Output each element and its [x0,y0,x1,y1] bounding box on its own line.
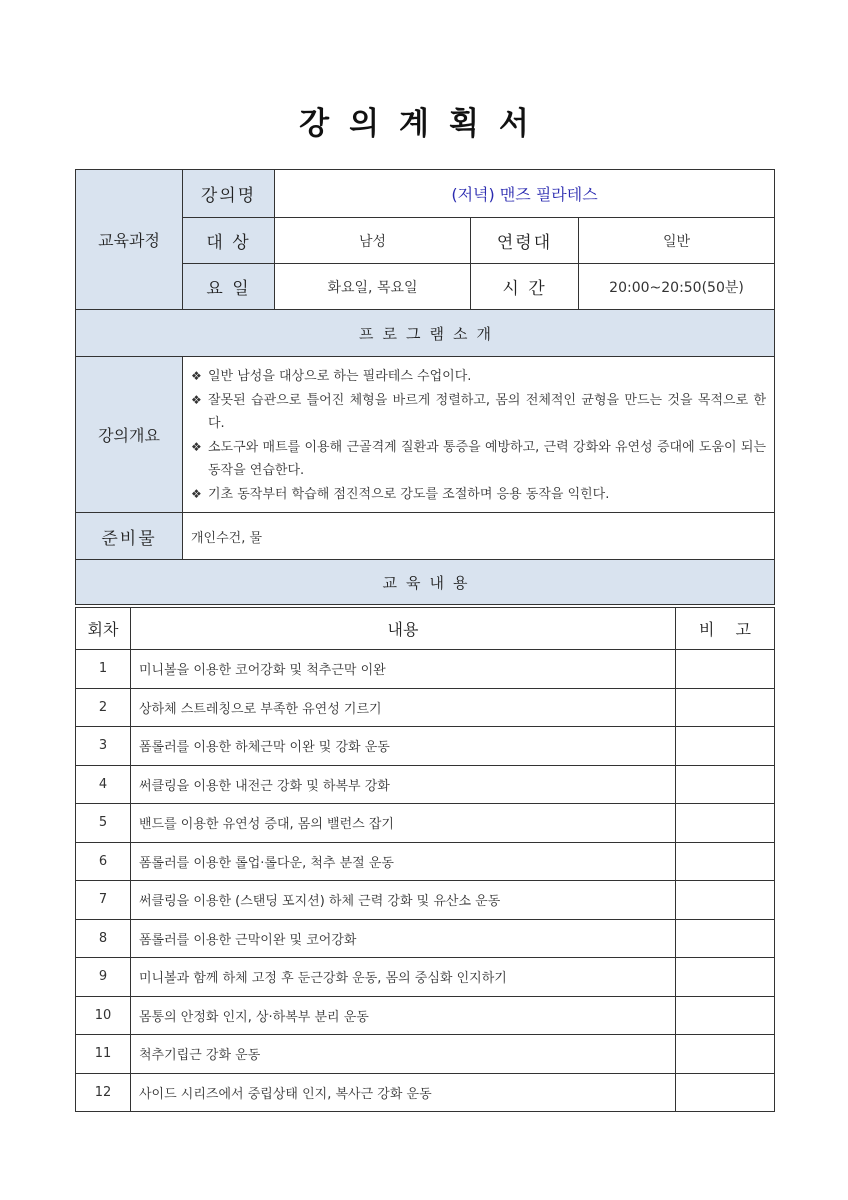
overview-content [183,357,775,513]
diamond-bullet-icon: ❖ [191,369,202,383]
plan-row [76,765,775,804]
session-content: 미니볼과 함께 하체 고정 후 둔근강화 운동, 몸의 중심화 인지하기 [131,958,676,997]
days-value: 화요일, 목요일 [275,264,471,310]
session-number: 6 [76,842,131,881]
session-note [676,958,775,997]
plan-row [76,1073,775,1112]
document-title: 강의계획서 [299,106,549,142]
session-content: 미니볼을 이용한 코어강화 및 척추근막 이완 [131,650,676,689]
target-label: 대 상 [183,218,275,264]
session-note [676,842,775,881]
session-note [676,765,775,804]
session-number: 9 [76,958,131,997]
target-value: 남성 [275,218,471,264]
session-content: 상하체 스트레칭으로 부족한 유연성 기르기 [131,688,676,727]
session-note [676,881,775,920]
plan-row [76,804,775,843]
diamond-bullet-icon: ❖ [191,486,202,501]
session-note [676,688,775,727]
session-note [676,650,775,689]
plan-row [76,650,775,689]
session-content: 폼롤러를 이용한 하체근막 이완 및 강화 운동 [131,727,676,766]
session-content: 써클링을 이용한 내전근 강화 및 하복부 강화 [131,765,676,804]
overview-label: 강의개요 [76,357,183,513]
time-value: 20:00~20:50(50분) [579,264,775,310]
plan-header-row [76,608,775,650]
session-content: 척추기립근 강화 운동 [131,1035,676,1074]
education-content-banner: 교육내용 [76,560,775,605]
overview-item: ❖ 잘못된 습관으로 틀어진 체형을 바르게 정렬하고, 몸의 전체적인 균형을 만드는 것을 목적으로 한다. [191,389,766,436]
session-note [676,727,775,766]
session-note [676,919,775,958]
session-content: 폼롤러를 이용한 롤업·롤다운, 척추 분절 운동 [131,842,676,881]
session-note [676,996,775,1035]
plan-row [76,996,775,1035]
session-number: 4 [76,765,131,804]
course-name-value: (저녁) 맨즈 필라테스 [275,170,775,218]
session-note [676,804,775,843]
session-note [676,1035,775,1074]
content-column-header: 내용 [131,608,676,650]
session-plan-table [75,607,775,1112]
plan-row [76,958,775,997]
note-column-header: 비 고 [676,608,775,650]
plan-row [76,919,775,958]
session-number: 7 [76,881,131,920]
plan-row [76,688,775,727]
plan-row [76,1035,775,1074]
time-label: 시 간 [471,264,579,310]
session-column-header: 회차 [76,608,131,650]
diamond-bullet-icon: ❖ [191,392,202,407]
curriculum-label: 교육과정 [76,170,183,310]
plan-row [76,727,775,766]
session-number: 8 [76,919,131,958]
session-number: 5 [76,804,131,843]
session-content: 써클링을 이용한 (스탠딩 포지션) 하체 근력 강화 및 유산소 운동 [131,881,676,920]
program-intro-banner: 프로그램소개 [76,310,775,357]
course-name-label: 강의명 [183,170,275,218]
preparation-value: 개인수건, 물 [183,513,775,560]
plan-row [76,881,775,920]
age-label: 연령대 [471,218,579,264]
session-number: 10 [76,996,131,1035]
overview-item: ❖ 소도구와 매트를 이용해 근골격계 질환과 통증을 예방하고, 근력 강화와 유연성 증대에 도움이 되는 동작을 연습한다. [191,436,766,483]
session-content: 몸통의 안정화 인지, 상·하복부 분리 운동 [131,996,676,1035]
session-content: 사이드 시리즈에서 중립상태 인지, 복사근 강화 운동 [131,1073,676,1112]
session-number: 1 [76,650,131,689]
session-note [676,1073,775,1112]
session-number: 11 [76,1035,131,1074]
diamond-bullet-icon: ❖ [191,439,202,454]
session-number: 2 [76,688,131,727]
preparation-label: 준비물 [76,513,183,560]
course-info-table [75,169,775,605]
overview-item: ❖ 일반 남성을 대상으로 하는 필라테스 수업이다. [191,365,766,389]
session-content: 밴드를 이용한 유연성 증대, 몸의 밸런스 잡기 [131,804,676,843]
session-content: 폼롤러를 이용한 근막이완 및 코어강화 [131,919,676,958]
session-number: 12 [76,1073,131,1112]
overview-item: ❖ 기초 동작부터 학습해 점진적으로 강도를 조절하며 응용 동작을 익힌다. [191,483,766,507]
days-label: 요 일 [183,264,275,310]
plan-row [76,842,775,881]
session-number: 3 [76,727,131,766]
age-value: 일반 [579,218,775,264]
